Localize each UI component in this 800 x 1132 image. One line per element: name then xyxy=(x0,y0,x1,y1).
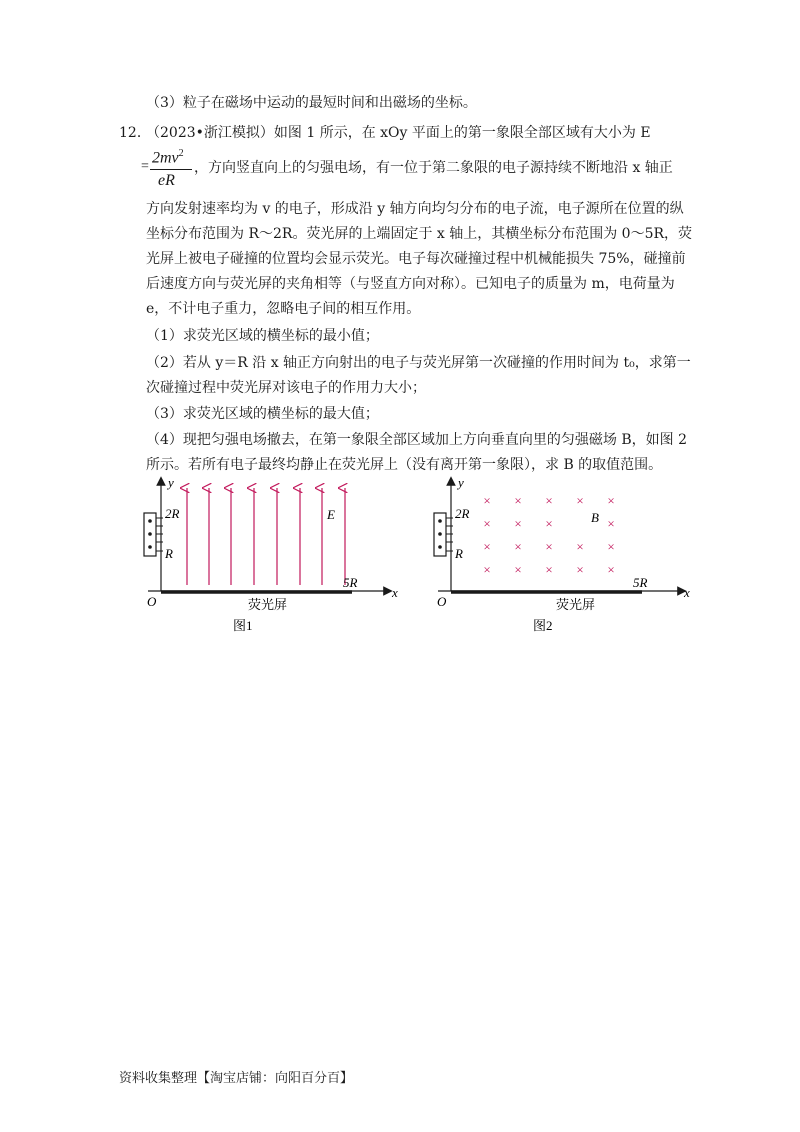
electron-source xyxy=(144,513,163,556)
label-5R: 5R xyxy=(633,575,648,590)
cross-mark: × xyxy=(545,516,553,531)
label-R: R xyxy=(455,546,463,561)
cross-mark: × xyxy=(483,493,491,508)
cross-mark: × xyxy=(576,562,584,577)
x-axis-label: x xyxy=(392,585,398,600)
cross-mark: × xyxy=(576,539,584,554)
sub-question-2-cont: 次碰撞过程中荧光屏对该电子的作用力大小； xyxy=(146,380,426,396)
electron-source xyxy=(434,513,453,556)
sub-question-3: （3）求荧光区域的横坐标的最大值； xyxy=(146,406,379,422)
cross-mark: × xyxy=(514,493,522,508)
problem-number: 12． xyxy=(119,125,151,141)
cross-mark: × xyxy=(545,493,553,508)
cross-mark: × xyxy=(483,562,491,577)
problem-line-7: e，不计电子重力，忽略电子间的相互作用。 xyxy=(146,301,421,317)
problem-line-3: 方向发射速率均为 v 的电子，形成沿 y 轴方向均匀分布的电子流，电子源所在位置的纵 xyxy=(146,201,684,217)
y-axis-label: y xyxy=(458,475,464,490)
formula-numerator-base: 2mv xyxy=(152,149,179,167)
cross-mark: × xyxy=(607,539,615,554)
problem-line-5: 光屏上被电子碰撞的位置均会显示荧光。电子每次碰撞过程中机械能损失 75%，碰撞前 xyxy=(146,251,686,267)
footer-note: 资料收集整理【淘宝店铺：向阳百分百】 xyxy=(119,1071,354,1086)
formula-numerator-exp: 2 xyxy=(178,148,184,159)
sub-question-4: （4）现把匀强电场撤去，在第一象限全部区域加上方向垂直向里的匀强磁场 B，如图 2 xyxy=(146,432,688,448)
formula-numerator xyxy=(152,148,184,167)
problem-line-2: 方向竖直向上的匀强电场，有一位于第二象限的电子源持续不断地沿 x 轴正 xyxy=(208,160,673,176)
figure-1-caption: 图1 xyxy=(233,618,253,633)
label-5R: 5R xyxy=(343,575,358,590)
magnetic-field-marks xyxy=(483,493,614,577)
figure-2-caption: 图2 xyxy=(533,618,553,633)
problem-line-1: （2023•浙江模拟）如图 1 所示，在 xOy 平面上的第一象限全部区域有大小为 E xyxy=(146,125,651,141)
cross-mark: × xyxy=(514,516,522,531)
formula-fraction-bar xyxy=(150,169,192,170)
cross-mark: × xyxy=(607,493,615,508)
figure-2 xyxy=(420,475,700,635)
y-axis-label: y xyxy=(168,475,174,490)
origin-label: O xyxy=(147,594,157,609)
problem-line-6: 后速度方向与荧光屏的夹角相等（与竖直方向对称）。已知电子的质量为 m，电荷量为 xyxy=(146,276,675,292)
field-label-B: B xyxy=(591,510,599,525)
cross-mark: × xyxy=(576,493,584,508)
sub-question-1: （1）求荧光区域的横坐标的最小值； xyxy=(146,328,379,344)
sub-question-4-cont: 所示。若所有电子最终均静止在荧光屏上（没有离开第一象限），求 B 的取值范围。 xyxy=(146,457,663,473)
formula-trailing: ， xyxy=(194,160,208,176)
figure-1 xyxy=(130,475,410,635)
field-label-E: E xyxy=(327,507,335,522)
sub-question-2: （2）若从 y＝R 沿 x 轴正方向射出的电子与荧光屏第一次碰撞的作用时间为 t₀，求第一 xyxy=(146,355,691,371)
cross-mark: × xyxy=(514,539,522,554)
cross-mark: × xyxy=(607,562,615,577)
screen-label: 荧光屏 xyxy=(556,597,596,612)
electric-field-lines xyxy=(187,488,345,585)
cross-mark: × xyxy=(514,562,522,577)
cross-mark: × xyxy=(607,516,615,531)
cross-mark: × xyxy=(545,562,553,577)
cross-mark: × xyxy=(483,539,491,554)
label-R: R xyxy=(165,546,173,561)
cross-mark: × xyxy=(483,516,491,531)
problem-line-4: 坐标分布范围为 R～2R。荧光屏的上端固定于 x 轴上，其横坐标分布范围为 0～5R，荧 xyxy=(146,226,693,242)
formula-denominator: eR xyxy=(158,172,175,189)
screen-label: 荧光屏 xyxy=(248,597,288,612)
label-2R: 2R xyxy=(165,506,180,521)
label-2R: 2R xyxy=(455,506,470,521)
origin-label: O xyxy=(437,594,447,609)
x-axis-label: x xyxy=(684,585,690,600)
cross-mark: × xyxy=(545,539,553,554)
sub-question-3-prev: （3）粒子在磁场中运动的最短时间和出磁场的坐标。 xyxy=(146,95,477,111)
formula-equals: = xyxy=(141,159,149,174)
